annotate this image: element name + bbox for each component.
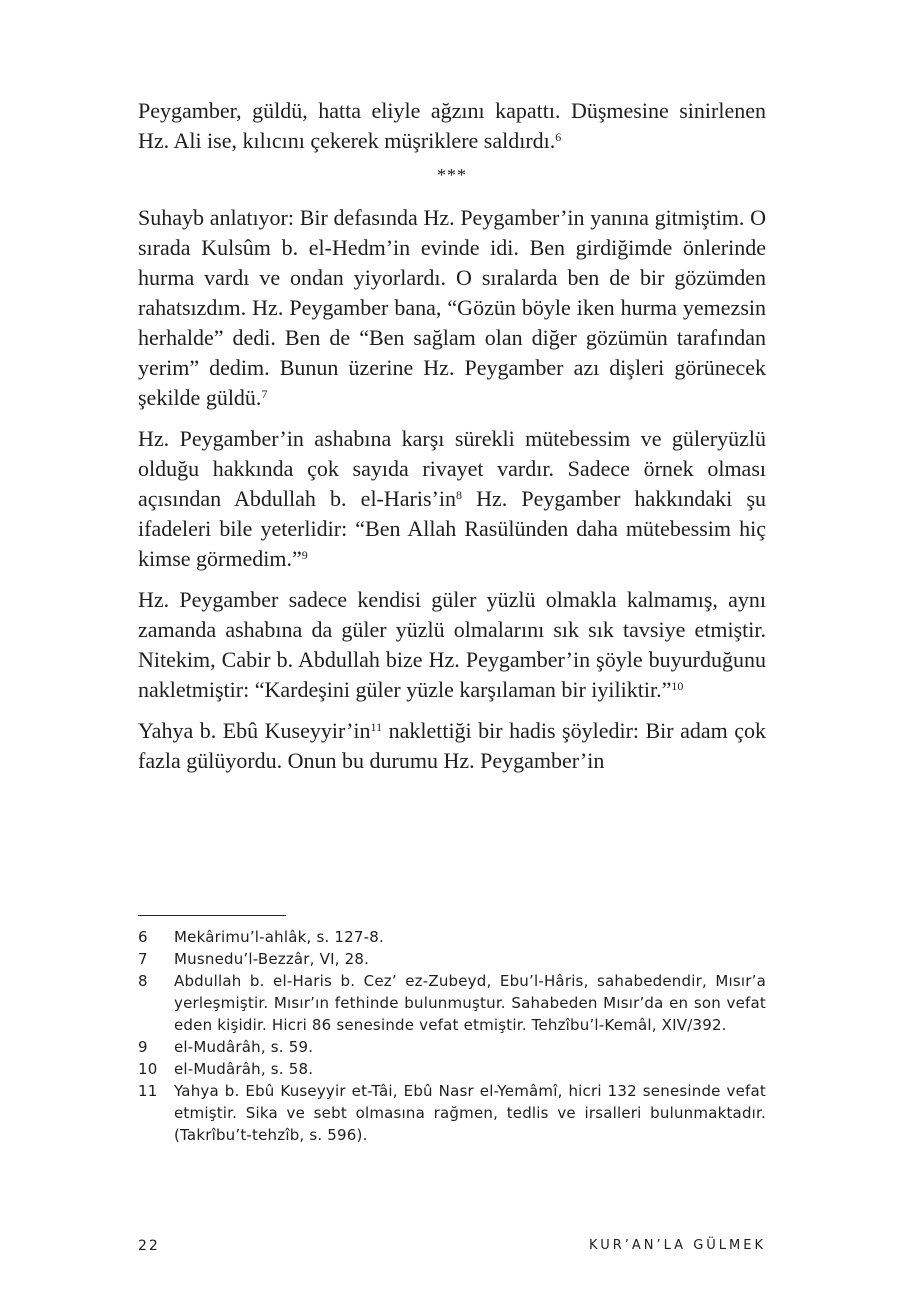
footnote-text: Mekârimu’l-ahlâk, s. 127-8. — [174, 928, 384, 946]
footnote — [138, 1058, 766, 1080]
footnote-text: Abdullah b. el-Haris b. Cez’ ez-Zubeyd, Ebu’l-Hâris, sahabedendir, Mısır’a yerleşmiştir. Mısır’ın fethinde bulunmuştur. Sahabeden Mısır’da en son vefat eden kişidir. Hicri 86 senesinde vefat etmiştir. Tehzîbu’l-Kemâl, XIV/392. — [174, 972, 766, 1034]
footnote-ref[interactable]: 6 — [555, 130, 562, 144]
footnote-ref[interactable]: 10 — [671, 679, 684, 693]
running-title: KUR’AN’LA GÜLMEK — [589, 1238, 766, 1253]
footnote-ref[interactable]: 7 — [261, 387, 268, 401]
footnote-ref[interactable]: 8 — [455, 488, 462, 502]
footnote-number: 10 — [138, 1060, 158, 1078]
footnote-text: el-Mudârâh, s. 58. — [174, 1060, 314, 1078]
footnote-number: 6 — [138, 928, 148, 946]
section-separator: *** — [437, 165, 467, 185]
paragraph-text: Peygamber, güldü, hatta eliyle ağzını kapattı. Düşmesine sinirlenen Hz. Ali ise, kılıcını çekerek müşriklere saldırdı. — [138, 98, 766, 153]
paragraph — [138, 96, 766, 156]
footnote — [138, 970, 766, 1036]
paragraph — [138, 203, 766, 413]
paragraph-text: Hz. Peygamber hakkındaki şu ifadeleri bile yeterlidir: “Ben Allah Rasülünden daha mütebessim hiç kimse görmedim.” — [138, 486, 767, 571]
footnote-number: 7 — [138, 950, 148, 968]
main-text — [138, 96, 766, 787]
paragraph-text: Suhayb anlatıyor: Bir defasında Hz. Peygamber’in yanına gitmiştim. O sırada Kulsûm b. el-Hedm’in evinde idi. Ben girdiğimde önlerinde hurma vardı ve ondan yiyorlardı. O sıralarda ben de bir gözümden rahatsızdım. Hz. Peygamber bana, “Gözün böyle iken hurma yemezsin herhalde” dedi. Ben de “Ben sağlam olan diğer gözümün tarafından yerim” dedim. Bunun üzerine Hz. Peygamber azı dişleri görünecek şekilde güldü. — [138, 205, 766, 410]
footnote — [138, 1036, 766, 1058]
footnote-text: Yahya b. Ebû Kuseyyir et-Tâi, Ebû Nasr el-Yemâmî, hicri 132 senesinde vefat etmiştir. Sika ve sebt olmasına rağmen, tedlis ve irsalleri bulunmaktadır. (Takrîbu’t-tehzîb, s. 596). — [174, 1082, 766, 1144]
footnote-text: Musnedu’l-Bezzâr, VI, 28. — [174, 950, 370, 968]
paragraph — [138, 716, 766, 776]
paragraph — [138, 424, 766, 574]
paragraph-text: Yahya b. Ebû Kuseyyir’in — [138, 718, 371, 743]
paragraph-text: Hz. Peygamber sadece kendisi güler yüzlü olmakla kalmamış, aynı zamanda ashabına da güler yüzlü olmalarını sık sık tavsiye etmiştir. Nitekim, Cabir b. Abdullah bize Hz. Peygamber’in şöyle buyurduğunu nakletmiştir: “Kardeşini güler yüzle karşılaman bir iyiliktir.” — [138, 587, 766, 702]
footnote-divider — [138, 915, 286, 916]
paragraph — [138, 585, 766, 705]
footnote-ref[interactable]: 9 — [301, 548, 308, 562]
footnote — [138, 1080, 766, 1146]
footnotes — [138, 926, 766, 1146]
footnote — [138, 948, 766, 970]
paragraph-text: Hz. Peygamber’in ashabına karşı sürekli mütebessim ve güleryüzlü olduğu hakkında çok sayıda rivayet vardır. Sadece örnek olması açısından Abdullah b. el-Haris’in — [138, 426, 766, 511]
footnote-number: 8 — [138, 972, 148, 990]
page-number: 22 — [138, 1238, 160, 1254]
footnote-ref[interactable]: 11 — [370, 720, 383, 734]
footnote-number: 9 — [138, 1038, 148, 1056]
footnote — [138, 926, 766, 948]
paragraph-text: naklettiği bir hadis şöyledir: Bir adam çok fazla gülüyordu. Onun bu durumu Hz. Peygamber’in — [138, 718, 766, 773]
footnote-text: el-Mudârâh, s. 59. — [174, 1038, 314, 1056]
footnote-number: 11 — [138, 1082, 158, 1100]
